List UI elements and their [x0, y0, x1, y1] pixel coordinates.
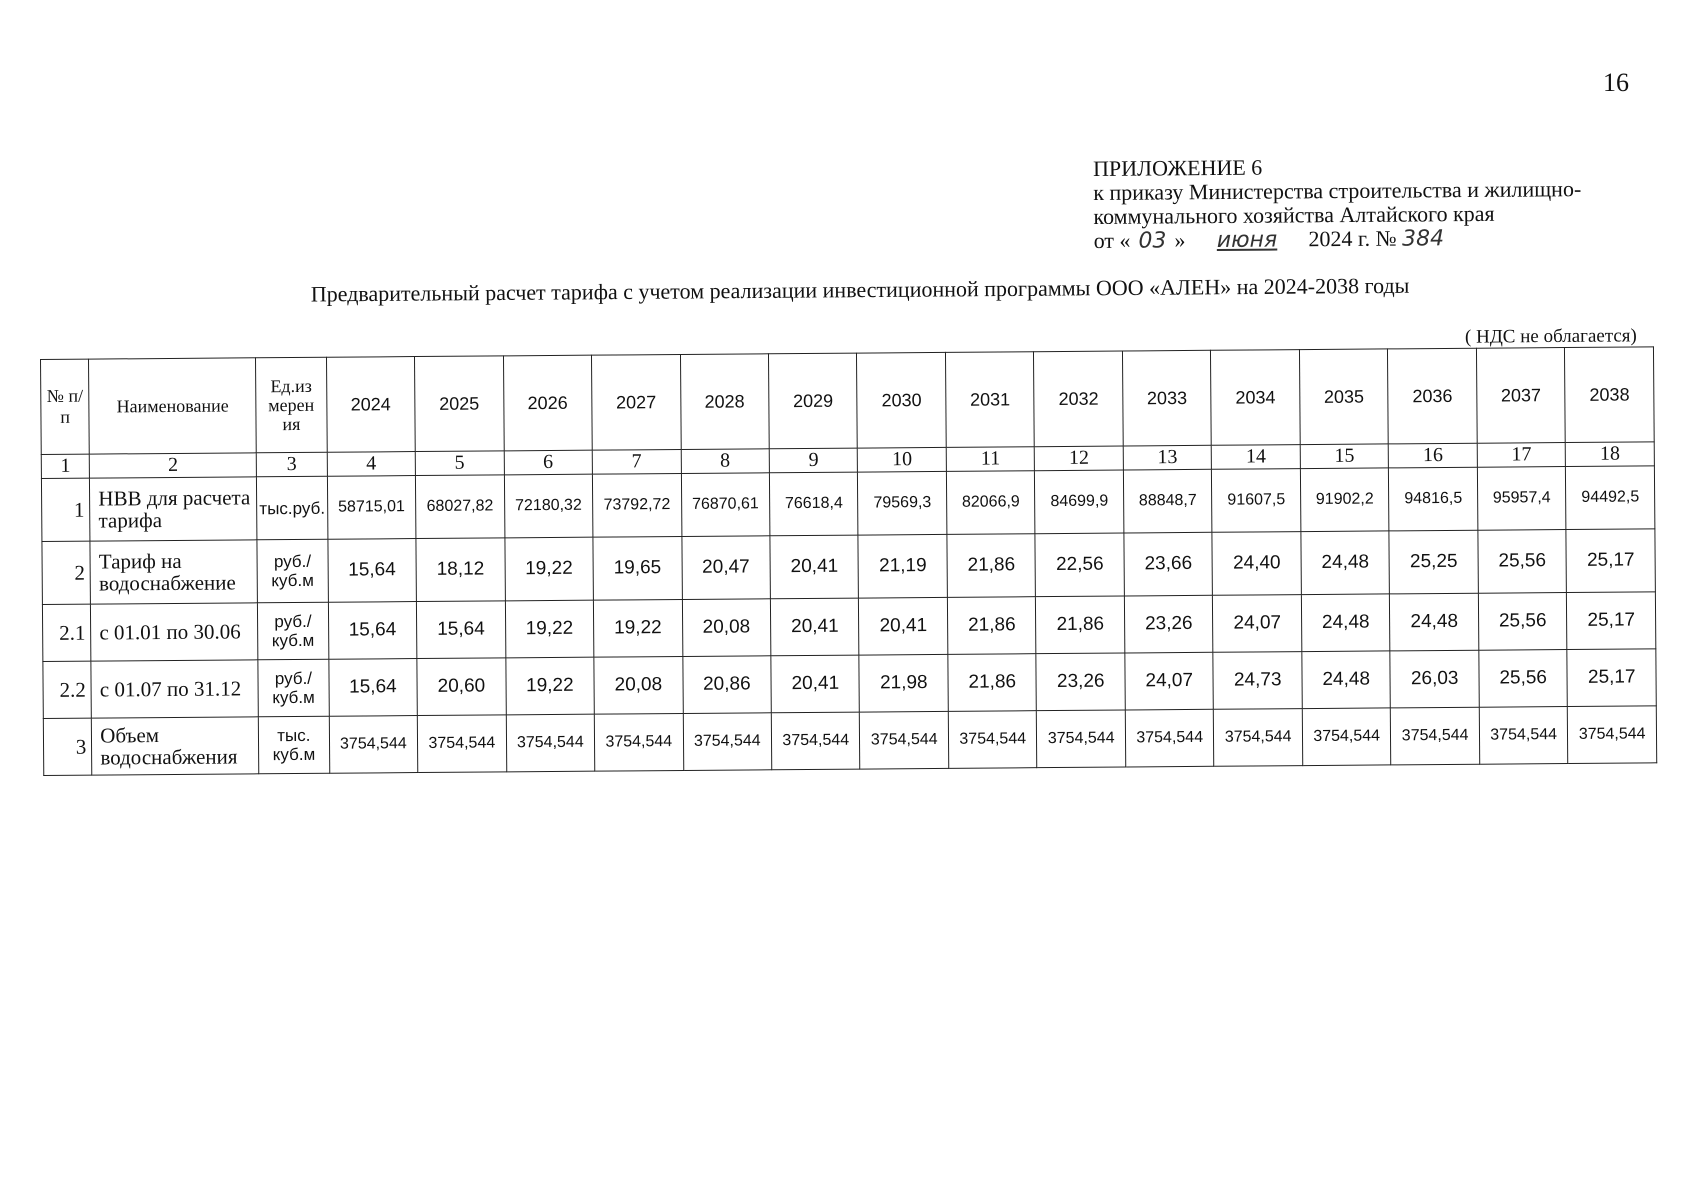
row-name: с 01.07 по 31.12	[91, 660, 258, 718]
value-cell: 3754,544	[506, 714, 595, 772]
value-cell: 20,47	[681, 536, 770, 600]
row-unit: руб./ куб.м	[258, 602, 329, 660]
value-cell: 3754,544	[417, 715, 506, 773]
header-year: 2027	[592, 354, 681, 450]
value-cell: 25,56	[1478, 593, 1567, 651]
row-name: НВВ для расчета тарифа	[90, 477, 257, 541]
value-cell: 20,41	[859, 597, 948, 655]
index-cell: 4	[327, 452, 416, 477]
handwritten-month: июня	[1216, 227, 1278, 254]
document-title: Предварительный расчет тарифа с учетом реализации инвестиционной программы ООО «АЛЕН» на 2024-2038 годы	[310, 272, 1410, 307]
value-cell: 21,86	[948, 654, 1037, 712]
value-cell: 24,07	[1125, 652, 1214, 710]
value-cell: 3754,544	[948, 711, 1037, 769]
value-cell: 19,22	[505, 657, 594, 715]
header-year: 2035	[1299, 349, 1388, 445]
header-unit: Ед.из мерен ия	[256, 357, 327, 453]
value-cell: 3754,544	[594, 713, 683, 771]
value-cell: 94816,5	[1389, 467, 1478, 531]
value-cell: 3754,544	[1214, 709, 1303, 767]
value-cell: 3754,544	[1479, 707, 1568, 765]
row-name: Тариф на водоснабжение	[90, 540, 257, 604]
header-name: Наименование	[89, 358, 257, 454]
vat-note: ( НДС не облагается)	[1465, 325, 1638, 348]
value-cell: 23,66	[1124, 532, 1213, 596]
header-year: 2024	[326, 357, 415, 453]
date-year: 2024 г. №	[1308, 225, 1397, 252]
value-cell: 3754,544	[1037, 710, 1126, 768]
row-name: с 01.01 по 30.06	[91, 603, 258, 661]
index-cell: 10	[858, 447, 947, 472]
header-year: 2029	[768, 353, 857, 449]
value-cell: 24,48	[1390, 593, 1479, 651]
value-cell: 24,73	[1213, 652, 1302, 710]
header-year: 2038	[1565, 347, 1654, 443]
value-cell: 21,19	[858, 534, 947, 598]
index-cell: 2	[90, 453, 257, 478]
value-cell: 25,56	[1479, 650, 1568, 708]
value-cell: 24,48	[1302, 651, 1391, 709]
value-cell: 79569,3	[858, 471, 947, 535]
value-cell: 15,64	[328, 602, 417, 660]
appendix-line-1: к приказу Министерства строительства и жилищно-	[1093, 176, 1582, 205]
header-year: 2031	[945, 352, 1034, 448]
index-cell: 13	[1123, 445, 1212, 470]
value-cell: 15,64	[328, 659, 417, 717]
value-cell: 84699,9	[1035, 470, 1124, 534]
value-cell: 3754,544	[1568, 706, 1657, 764]
value-cell: 24,07	[1213, 595, 1302, 653]
header-year: 2036	[1388, 348, 1477, 444]
value-cell: 20,08	[594, 656, 683, 714]
value-cell: 76618,4	[769, 472, 858, 536]
value-cell: 20,86	[682, 656, 771, 714]
value-cell: 95957,4	[1477, 467, 1566, 531]
value-cell: 20,41	[770, 598, 859, 656]
value-cell: 82066,9	[946, 471, 1035, 535]
appendix-date-line	[1094, 225, 1654, 254]
value-cell: 21,86	[1036, 596, 1125, 654]
index-cell: 18	[1566, 442, 1655, 467]
value-cell: 19,22	[504, 537, 593, 601]
value-cell: 3754,544	[1391, 707, 1480, 765]
value-cell: 3754,544	[329, 716, 418, 774]
index-cell: 12	[1035, 446, 1124, 471]
tariff-table	[40, 346, 1657, 776]
index-cell: 15	[1300, 444, 1389, 469]
value-cell: 20,41	[771, 655, 860, 713]
header-year: 2034	[1211, 350, 1300, 446]
index-cell: 11	[946, 447, 1035, 472]
value-cell: 21,86	[947, 534, 1036, 598]
value-cell: 91607,5	[1212, 469, 1301, 533]
value-cell: 24,48	[1301, 594, 1390, 652]
handwritten-order-number: 384	[1401, 226, 1445, 252]
date-mid: »	[1174, 227, 1186, 253]
value-cell: 20,60	[417, 658, 506, 716]
index-cell: 5	[415, 451, 504, 476]
value-cell: 72180,32	[504, 474, 593, 538]
row-unit: руб./ куб.м	[257, 539, 328, 603]
value-cell: 88848,7	[1123, 469, 1212, 533]
value-cell: 15,64	[416, 601, 505, 659]
handwritten-day: 03	[1138, 228, 1167, 254]
row-name: Объем водоснабжения	[92, 717, 259, 775]
header-num: № п/п	[41, 359, 90, 454]
index-cell: 14	[1212, 445, 1301, 470]
index-cell: 17	[1477, 443, 1566, 468]
value-cell: 18,12	[416, 538, 505, 602]
index-cell: 7	[592, 449, 681, 474]
row-number: 2.2	[43, 661, 92, 718]
value-cell: 3754,544	[771, 712, 860, 770]
header-year: 2028	[680, 354, 769, 450]
value-cell: 24,48	[1301, 531, 1390, 595]
value-cell: 3754,544	[683, 713, 772, 771]
index-cell: 1	[41, 454, 89, 478]
value-cell: 26,03	[1390, 650, 1479, 708]
value-cell: 23,26	[1124, 595, 1213, 653]
page-number: 16	[1603, 68, 1629, 97]
value-cell: 3754,544	[860, 711, 949, 769]
appendix-line-2: коммунального хозяйства Алтайского края	[1093, 200, 1495, 229]
value-cell: 76870,61	[681, 473, 770, 537]
appendix-title: ПРИЛОЖЕНИЕ 6	[1092, 154, 1263, 181]
index-cell: 8	[681, 449, 770, 474]
value-cell: 19,22	[593, 599, 682, 657]
row-unit: тыс.руб.	[257, 476, 328, 540]
value-cell: 73792,72	[592, 473, 681, 537]
row-unit: руб./ куб.м	[258, 659, 329, 717]
value-cell: 25,56	[1478, 530, 1567, 594]
value-cell: 23,26	[1036, 653, 1125, 711]
value-cell: 91902,2	[1300, 468, 1389, 532]
row-number: 3	[43, 718, 92, 775]
row-number: 1	[41, 478, 90, 541]
value-cell: 3754,544	[1125, 709, 1214, 767]
appendix-block	[1093, 153, 1654, 254]
header-year: 2026	[503, 355, 592, 451]
index-cell: 3	[256, 452, 327, 477]
row-unit: тыс. куб.м	[259, 716, 330, 774]
row-number: 2.1	[42, 604, 91, 661]
header-year: 2032	[1034, 351, 1123, 447]
index-cell: 9	[769, 448, 858, 473]
index-cell: 16	[1389, 443, 1478, 468]
value-cell: 20,08	[682, 599, 771, 657]
header-year: 2037	[1476, 348, 1565, 444]
value-cell: 22,56	[1035, 533, 1124, 597]
value-cell: 58715,01	[327, 476, 416, 540]
value-cell: 24,40	[1212, 532, 1301, 596]
tariff-table-wrap	[40, 346, 1657, 776]
value-cell: 94492,5	[1566, 466, 1655, 530]
value-cell: 15,64	[328, 539, 417, 603]
row-number: 2	[42, 541, 91, 604]
header-year: 2033	[1122, 350, 1211, 446]
value-cell: 25,17	[1567, 649, 1656, 707]
value-cell: 25,25	[1389, 530, 1478, 594]
value-cell: 21,86	[947, 597, 1036, 655]
value-cell: 25,17	[1567, 592, 1656, 650]
value-cell: 19,22	[505, 600, 594, 658]
index-cell: 6	[504, 450, 593, 475]
date-prefix: от «	[1093, 227, 1131, 253]
table-row	[43, 706, 1656, 776]
value-cell: 3754,544	[1302, 708, 1391, 766]
header-year: 2030	[857, 352, 946, 448]
value-cell: 19,65	[593, 536, 682, 600]
header-year: 2025	[415, 356, 504, 452]
table-header-row	[41, 347, 1655, 455]
value-cell: 68027,82	[415, 475, 504, 539]
value-cell: 20,41	[770, 535, 859, 599]
value-cell: 25,17	[1566, 529, 1655, 593]
value-cell: 21,98	[859, 654, 948, 712]
